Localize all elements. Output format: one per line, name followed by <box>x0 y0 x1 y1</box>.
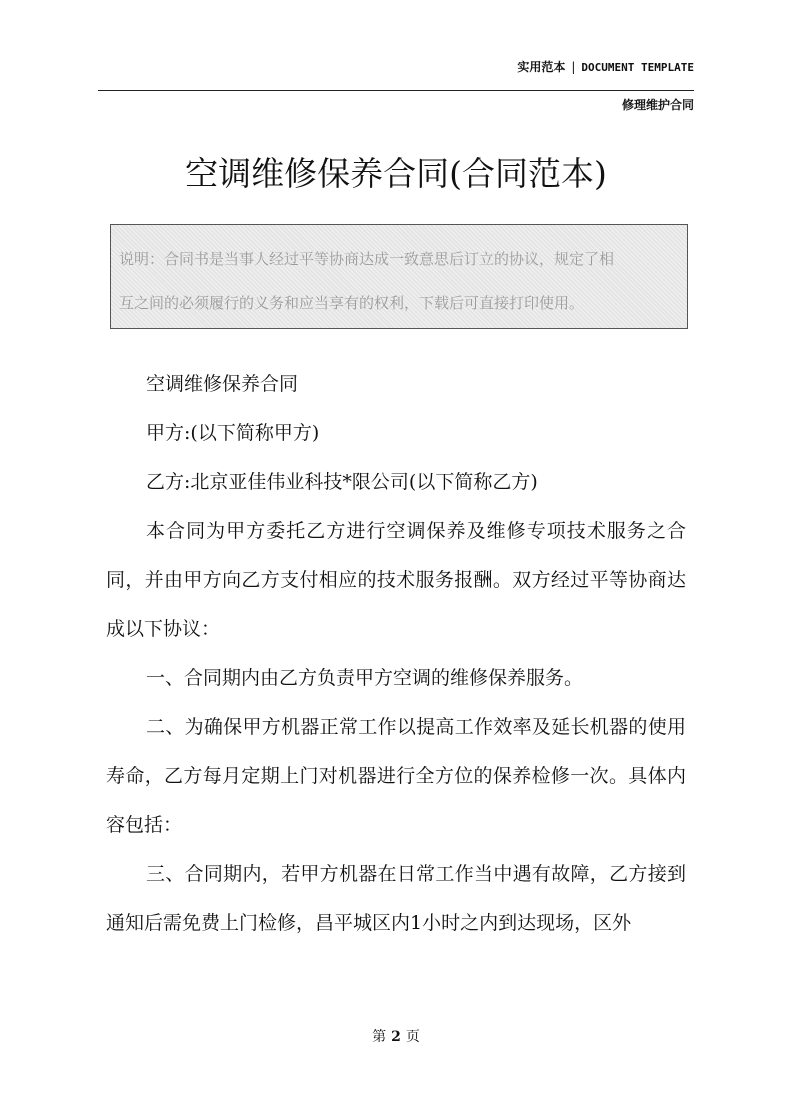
footer-suffix: 页 <box>405 1029 420 1045</box>
notice-box <box>110 224 688 329</box>
paragraph-clause-3: 三、合同期内，若甲方机器在日常工作当中遇有故障，乙方接到通知后需免费上门检修，昌平城区内1小时之内到达现场，区外 <box>106 863 686 934</box>
paragraph-clause-2: 二、为确保甲方机器正常工作以提高工作效率及延长机器的使用寿命，乙方每月定期上门对机器进行全方位的保养检修一次。具体内容包括： <box>106 716 686 836</box>
header-doc-label <box>517 58 694 75</box>
paragraph-party-a: 甲方:(以下简称甲方) <box>146 422 320 444</box>
header-subtitle: 修理维护合同 <box>621 98 694 112</box>
paragraph-party-b: 乙方:北京亚佳伟业科技*限公司(以下简称乙方) <box>146 471 538 493</box>
page-number: 2 <box>391 1029 401 1045</box>
paragraph-clause-1: 一、合同期内由乙方负责甲方空调的维修保养服务。 <box>146 667 584 689</box>
notice-line-2: 互之间的必须履行的义务和应当享有的权利，下载后可直接打印使用。 <box>119 294 585 312</box>
paragraph-intro: 本合同为甲方委托乙方进行空调保养及维修专项技术服务之合同，并由甲方向乙方支付相应的技术服务报酬。双方经过平等协商达成以下协议： <box>106 520 686 640</box>
page-footer <box>0 1026 792 1046</box>
header-left-label: 实用范本 <box>517 60 566 74</box>
footer-prefix: 第 <box>372 1029 387 1045</box>
document-title: 空调维修保养合同(合同范本) <box>185 154 607 193</box>
header-separator: | <box>571 60 576 74</box>
document-body <box>106 360 686 948</box>
header-divider <box>98 90 694 91</box>
notice-line-1: 说明：合同书是当事人经过平等协商达成一致意思后订立的协议，规定了相 <box>119 250 615 268</box>
paragraph-contract-name: 空调维修保养合同 <box>146 373 299 395</box>
header-right-label: DOCUMENT TEMPLATE <box>581 61 694 74</box>
